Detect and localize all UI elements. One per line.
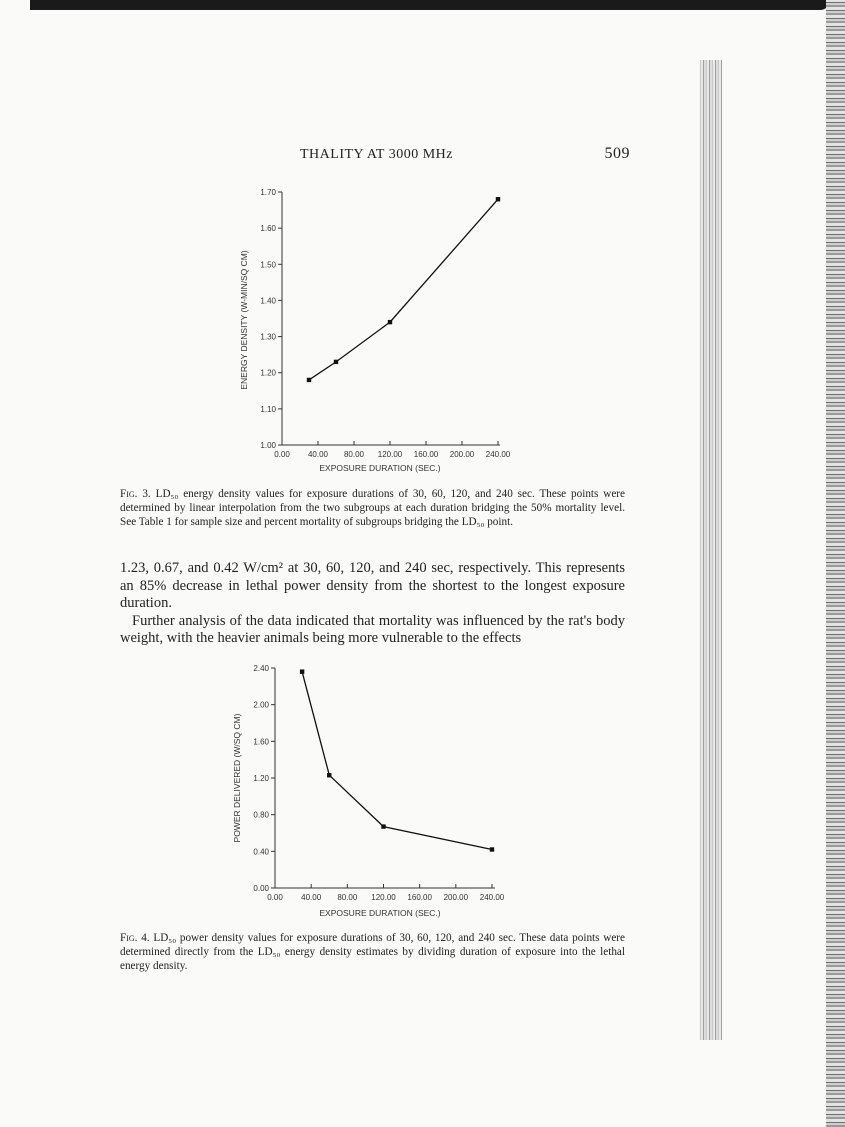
fig4-y-axis-label: POWER DELIVERED (W/SQ CM) xyxy=(232,713,242,843)
fig4-data-point xyxy=(381,824,385,828)
fig3-data-point xyxy=(388,320,392,324)
fig4-x-axis-label: EXPOSURE DURATION (SEC.) xyxy=(319,908,441,918)
fig4-x-tick-label: 160.00 xyxy=(407,893,432,902)
fig4-x-tick-label: 0.00 xyxy=(267,893,283,902)
fig3-x-tick-label: 120.00 xyxy=(377,450,403,459)
fig4-x-tick-label: 120.00 xyxy=(371,893,396,902)
fig3-y-tick-label: 1.50 xyxy=(260,260,276,270)
body-paragraph-1: 1.23, 0.67, and 0.42 W/cm² at 30, 60, 120, and 240 sec, respectively. This represents an 85% decrease in lethal power density from the shortest to the longest exposure duration. xyxy=(120,560,625,611)
figure-3-chart xyxy=(225,180,525,475)
fig3-data-point xyxy=(496,197,500,201)
page-number: 509 xyxy=(604,145,630,162)
fig3-x-tick-label: 240.00 xyxy=(485,450,511,459)
fig3-y-axis-label: ENERGY DENSITY (W-MIN/SQ CM) xyxy=(239,250,249,390)
running-head xyxy=(300,145,630,167)
fig4-y-tick-label: 2.40 xyxy=(253,664,269,673)
figure-3-svg xyxy=(225,180,525,475)
figure-4-caption-label: Fig. 4. xyxy=(120,932,150,944)
page-gutter-edge xyxy=(700,60,722,1040)
fig3-series-line xyxy=(309,199,498,380)
fig4-y-tick-label: 1.20 xyxy=(253,774,269,783)
fig4-x-tick-label: 240.00 xyxy=(479,893,505,902)
figure-4-caption-text: LD₅₀ power density values for exposure durations of 30, 60, 120, and 240 sec. These data points were determined directly from the LD₅₀ energy density estimates by dividing duration of exposure into the lethal energy density. xyxy=(120,932,625,972)
fig3-y-tick-label: 1.30 xyxy=(260,332,276,342)
fig4-y-tick-label: 2.00 xyxy=(253,700,269,710)
fig3-y-tick-label: 1.00 xyxy=(260,441,276,450)
figure-4-caption xyxy=(120,931,625,973)
fig4-x-tick-label: 80.00 xyxy=(337,893,358,902)
figure-3-caption xyxy=(120,487,625,529)
fig3-x-axis-label: EXPOSURE DURATION (SEC.) xyxy=(319,463,441,473)
running-head-title: THALITY AT 3000 MHz xyxy=(300,147,453,162)
fig3-x-tick-label: 0.00 xyxy=(274,450,290,459)
fig3-y-tick-label: 1.20 xyxy=(260,368,276,378)
fig4-data-point xyxy=(490,847,494,851)
fig3-x-tick-label: 80.00 xyxy=(343,450,365,459)
body-paragraph-2: Further analysis of the data indicated that mortality was influenced by the rat's body weight, with the heavier animals being more vulnerable to the effects xyxy=(120,612,625,646)
fig4-series-line xyxy=(302,672,492,850)
fig3-data-point xyxy=(307,378,311,382)
fig4-y-tick-label: 0.80 xyxy=(253,810,269,820)
fig3-x-tick-label: 200.00 xyxy=(449,450,475,459)
figure-4-svg xyxy=(222,660,522,922)
scan-edge-right xyxy=(826,0,845,1127)
fig4-x-tick-label: 40.00 xyxy=(301,893,322,902)
figure-3-caption-label: Fig. 3. xyxy=(120,488,151,500)
fig4-y-tick-label: 0.00 xyxy=(253,884,269,893)
fig3-y-tick-label: 1.10 xyxy=(260,404,276,414)
fig3-x-tick-label: 40.00 xyxy=(307,450,329,459)
fig4-data-point xyxy=(300,669,304,673)
figure-3-caption-text: LD₅₀ energy density values for exposure durations of 30, 60, 120, and 240 sec. These points were determined by linear interpolation from the two subgroups at each duration bridging the 50% mortality level. See Table 1 for sample size and percent mortality of subgroups bridging the LD₅₀ point. xyxy=(120,488,625,528)
figure-4-chart xyxy=(222,660,522,922)
fig4-x-tick-label: 200.00 xyxy=(443,893,469,902)
fig4-y-tick-label: 1.60 xyxy=(253,737,269,747)
fig3-y-tick-label: 1.40 xyxy=(260,296,276,306)
scan-shadow-top xyxy=(30,0,830,10)
fig4-y-tick-label: 0.40 xyxy=(253,847,269,857)
fig3-x-tick-label: 160.00 xyxy=(413,450,439,459)
fig3-y-tick-label: 1.60 xyxy=(260,224,276,234)
body-text xyxy=(120,560,625,648)
fig3-y-tick-label: 1.70 xyxy=(260,188,276,197)
fig3-data-point xyxy=(334,360,338,364)
fig4-data-point xyxy=(327,773,331,777)
